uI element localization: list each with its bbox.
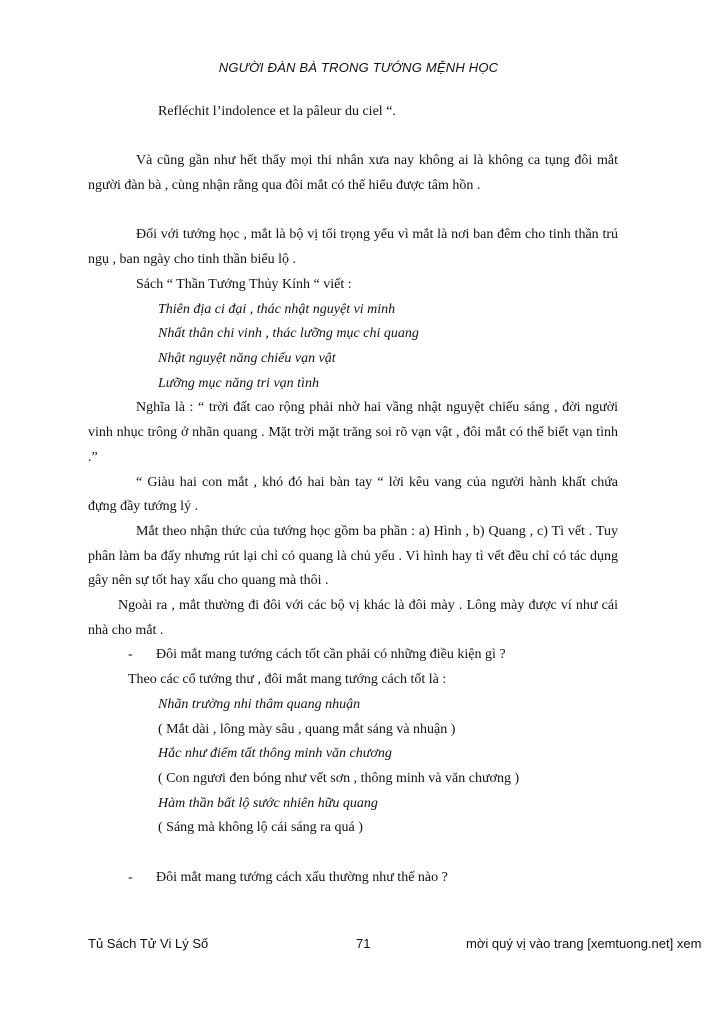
paragraph-poets: Và cũng gần như hết thẩy mọi thi nhân xưa nay không ai là không ca tụng đôi mắt người đàn bà , cùng nhận rằng qua đôi mắt có thể hiểu được tâm hồn . bbox=[88, 153, 618, 194]
blank-line bbox=[88, 125, 618, 150]
verse-line: Hàm thần bất lộ sước nhiên hữu quang bbox=[158, 795, 378, 811]
paragraph-three-parts: Mắt theo nhận thức của tướng học gồm ba phần : a) Hình , b) Quang , c) Tì vết . Tuy phân làm ba đấy nhưng rút lại chỉ có quang là chủ yếu . Vì hình hay tì vết đều chỉ có tác dụng gây nên sự tốt hay xấu cho quang mà thôi . bbox=[88, 523, 618, 589]
page-body bbox=[88, 100, 618, 890]
question-text: Đôi mắt mang tướng cách tốt cần phải có những điều kiện gì ? bbox=[156, 647, 506, 663]
blank-line bbox=[88, 841, 618, 866]
question-item bbox=[88, 866, 618, 891]
paragraph-proverb: “ Giàu hai con mắt , khó đó hai bàn tay “ lời kêu vang của người hành khất chứa đựng đầy tướng lý . bbox=[88, 474, 618, 515]
verse-line: Hắc như điểm tất thông minh văn chương bbox=[158, 746, 392, 762]
verse-translation: ( Con ngươi đen bóng như vết sơn , thông minh và văn chương ) bbox=[158, 770, 520, 786]
verse-line: Nhất thân chi vinh , thác lưỡng mục chi quang bbox=[158, 326, 419, 342]
dash-mark: - bbox=[128, 647, 133, 663]
dash-mark: - bbox=[128, 869, 133, 885]
verse-line: Nhãn trường nhi thâm quang nhuận bbox=[158, 696, 361, 712]
paragraph-meaning: Nghĩa là : “ trời đất cao rộng phải nhờ hai vầng nhật nguyệt chiếu sáng , đời người vinh nhục trông ở nhãn quang . Mặt trời mặt trăng soi rõ vạn vật , đôi mắt có thể biết vạn tình .” bbox=[88, 400, 618, 465]
verse-line: Lưỡng mục năng tri vạn tình bbox=[158, 375, 319, 391]
verse-line: Thiên địa ci đại , thác nhật nguyệt vi minh bbox=[158, 301, 396, 317]
footer-website-note: mời quý vị vào trang [xemtuong.net] xem bbox=[466, 936, 702, 951]
verse-line: Nhật nguyệt năng chiếu vạn vật bbox=[158, 351, 336, 366]
verse-translation: ( Mắt dài , lông mày sâu , quang mắt sáng và nhuận ) bbox=[158, 721, 456, 737]
verse-translation: ( Sáng mà không lộ cái sáng ra quá ) bbox=[158, 820, 363, 836]
blank-line bbox=[88, 199, 618, 224]
question-text: Đôi mắt mang tướng cách xấu thường như thế nào ? bbox=[156, 869, 448, 885]
footer-series-title: Tủ Sách Tử Vi Lý Số bbox=[88, 936, 209, 951]
page-number: 71 bbox=[356, 936, 371, 951]
paragraph-eyebrows: Ngoài ra , mắt thường đi đôi với các bộ vị khác là đôi mày . Lông mày được ví như cái nhà cho mắt . bbox=[88, 598, 618, 638]
question-item bbox=[88, 643, 618, 668]
running-header: NGƯỜI ĐÀN BÀ TRONG TƯỚNG MỆNH HỌC bbox=[218, 60, 499, 75]
paragraph-quote-end: Refléchit l’indolence et la pâleur du ciel “. bbox=[158, 104, 396, 119]
paragraph-classics: Theo các cổ tướng thư , đôi mắt mang tướng cách tốt là : bbox=[128, 672, 447, 688]
paragraph-book-ref: Sách “ Thần Tướng Thủy Kính “ viết : bbox=[136, 276, 352, 292]
paragraph-physiognomy: Đối với tướng học , mắt là bộ vị tối trọng yếu vì mắt là nơi ban đêm cho tinh thần trú ngụ , ban ngày cho tinh thần biểu lộ . bbox=[88, 227, 618, 268]
